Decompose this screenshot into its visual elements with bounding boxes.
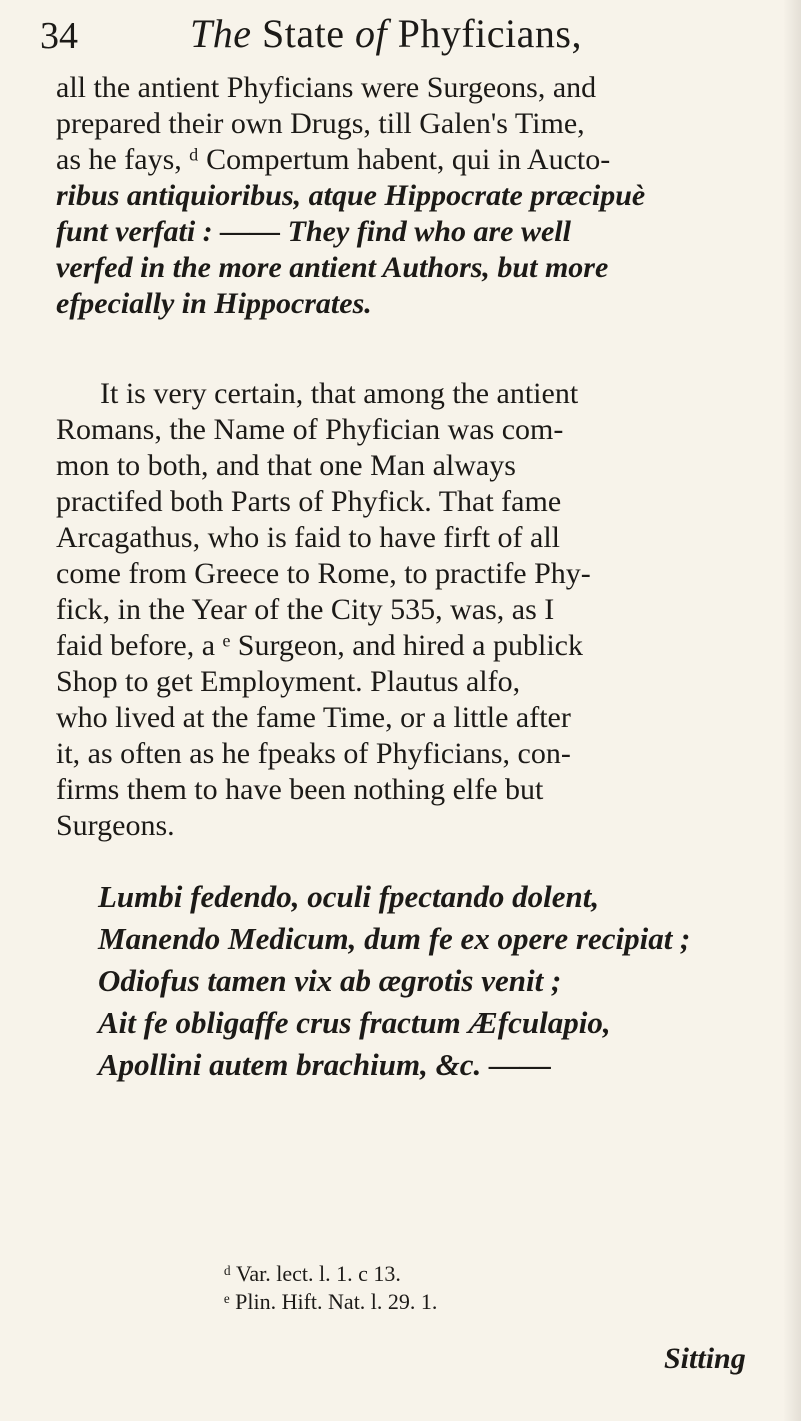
text-line-latin: funt verfati : —— They find who are well xyxy=(56,215,571,248)
text-line: Arcagathus, who is faid to have firft of all xyxy=(56,521,561,554)
text-line: mon to both, and that one Man always xyxy=(56,449,516,482)
text-line: all the antient Phyficians were Surgeons, and xyxy=(56,71,597,104)
title-physicians: Phyficians, xyxy=(387,11,582,56)
text-line: it, as often as he fpeaks of Phyficians, con- xyxy=(56,737,571,770)
footnote-d: ᵈ Var. lect. l. 1. c 13. xyxy=(224,1261,401,1286)
text-line: firms them to have been nothing elfe but xyxy=(56,773,544,806)
text-line: who lived at the fame Time, or a little after xyxy=(56,701,571,734)
paragraph-2 xyxy=(56,376,776,844)
text-line: as he fays, ᵈ Compertum habent, qui in Aucto- xyxy=(56,143,611,176)
text-line-translation: verfed in the more antient Authors, but more xyxy=(56,251,609,284)
text-line: come from Greece to Rome, to practife Phy- xyxy=(56,557,591,590)
verse-line: Ait fe obligaffe crus fractum Æfculapio, xyxy=(98,1005,611,1040)
latin-verse xyxy=(98,876,778,1086)
paragraph-1 xyxy=(56,70,776,322)
text-line-translation: efpecially in Hippocrates. xyxy=(56,287,372,320)
title-state: State xyxy=(251,11,355,56)
text-line: Romans, the Name of Phyfician was com- xyxy=(56,413,564,446)
text-line: Surgeons. xyxy=(56,809,175,842)
title-of: of xyxy=(354,11,388,56)
catchword: Sitting xyxy=(664,1342,746,1375)
text-line: Shop to get Employment. Plautus alfo, xyxy=(56,665,521,698)
text-line: practifed both Parts of Phyfick. That fame xyxy=(56,485,562,518)
text-line: prepared their own Drugs, till Galen's Time, xyxy=(56,107,585,140)
verse-line: Lumbi fedendo, oculi fpectando dolent, xyxy=(98,879,600,914)
page-number: 34 xyxy=(40,15,78,57)
verse-line: Manendo Medicum, dum fe ex opere recipiat ; xyxy=(98,921,691,956)
page-edge-shadow xyxy=(783,0,801,1421)
page-header xyxy=(40,10,780,62)
footnote-e: ᵉ Plin. Hift. Nat. l. 29. 1. xyxy=(224,1289,438,1314)
verse-line: Apollini autem brachium, &c. —— xyxy=(98,1047,551,1082)
verse-line: Odiofus tamen vix ab ægrotis venit ; xyxy=(98,963,562,998)
text-line: It is very certain, that among the antient xyxy=(100,377,579,410)
text-line: fick, in the Year of the City 535, was, as I xyxy=(56,593,555,626)
running-title xyxy=(190,10,582,57)
text-line-latin: ribus antiquioribus, atque Hippocrate præcipuè xyxy=(56,179,646,212)
footnotes xyxy=(224,1260,437,1316)
text-line: faid before, a ᵉ Surgeon, and hired a publick xyxy=(56,629,583,662)
title-the: The xyxy=(190,11,252,56)
